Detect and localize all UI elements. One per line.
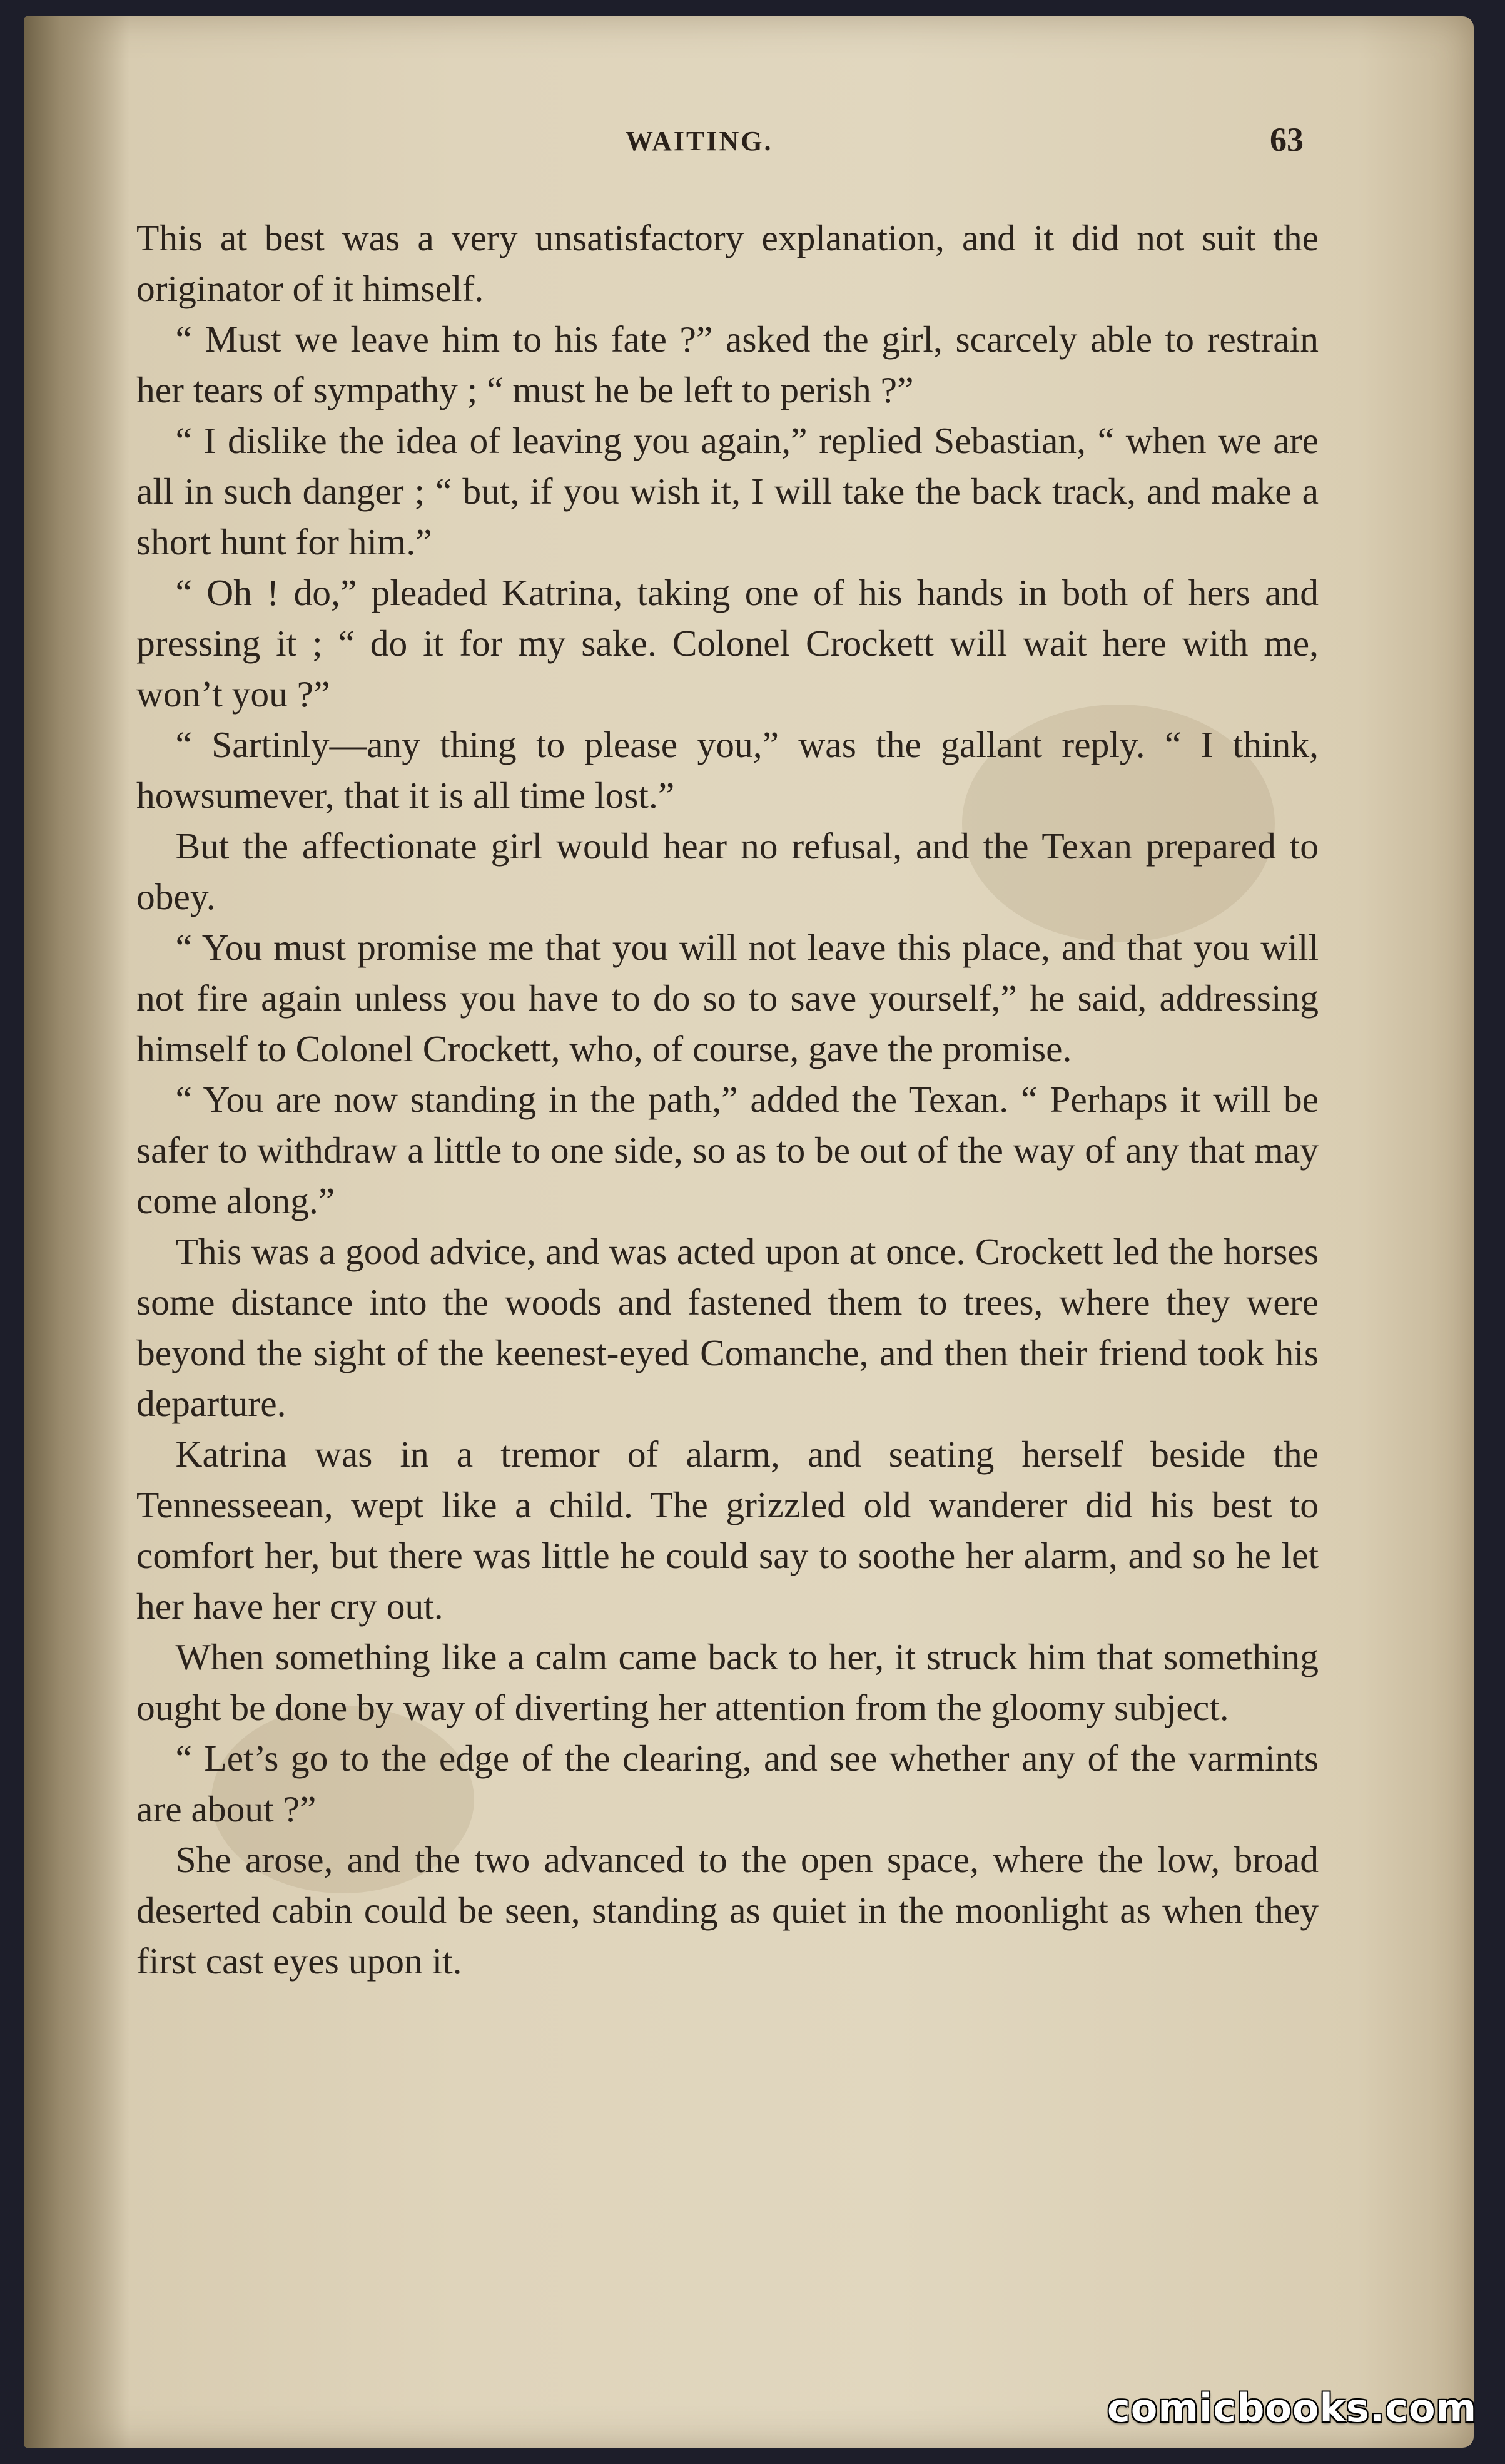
running-head: WAITING.: [626, 126, 773, 156]
page-gutter-shadow: [24, 16, 130, 2448]
body-text: [136, 213, 1319, 1987]
paragraph: “ Sartinly—any thing to please you,” was the gallant reply. “ I think, howsumever, that it is all time lost.”: [136, 724, 1319, 816]
paragraph: When something like a calm came back to her, it struck him that something ought be done by way of diverting her attention from the gloomy subject.: [136, 1636, 1319, 1728]
paragraph: “ I dislike the idea of leaving you again,” replied Sebastian, “ when we are all in such danger ; “ but, if you wish it, I will take the back track, and make a short hunt for him.”: [136, 420, 1319, 563]
paragraph: This was a good advice, and was acted upon at once. Crockett led the horses some distance into the woods and fastened them to trees, where they were beyond the sight of the keenest-eyed Comanche, and then their friend took his departure.: [136, 1231, 1319, 1424]
page-number: 63: [1270, 121, 1304, 158]
paragraph: “ You are now standing in the path,” added the Texan. “ Perhaps it will be safer to withdraw a little to one side, so as to be out of the way of any that may come along.”: [136, 1079, 1319, 1221]
paragraph: “ Must we leave him to his fate ?” asked the girl, scarcely able to restrain her tears of sympathy ; “ must he be left to perish ?”: [136, 318, 1319, 410]
paragraph: “ Oh ! do,” pleaded Katrina, taking one of his hands in both of hers and pressing it ; “ do it for my sake. Colonel Crockett will wait here with me, won’t you ?”: [136, 572, 1319, 715]
watermark: comicbooks.com: [1107, 2385, 1477, 2431]
paragraph: Katrina was in a tremor of alarm, and seating herself beside the Tennesseean, wept like a child. The grizzled old wanderer did his best to comfort her, but there was little he could say to soothe her alarm, and so he let her have her cry out.: [136, 1433, 1319, 1627]
paragraph: But the affectionate girl would hear no refusal, and the Texan prepared to obey.: [136, 825, 1319, 917]
paragraph: She arose, and the two advanced to the open space, where the low, broad deserted cabin could be seen, standing as quiet in the moonlight as when they first cast eyes upon it.: [136, 1839, 1319, 1982]
paragraph: “ You must promise me that you will not leave this place, and that you will not fire again unless you have to do so to save yourself,” he said, addressing himself to Colonel Crockett, who, of course, gave the promise.: [136, 927, 1319, 1069]
paragraph: This at best was a very unsatisfactory explanation, and it did not suit the originator of it himself.: [136, 217, 1319, 309]
paragraph: “ Let’s go to the edge of the clearing, and see whether any of the varmints are about ?”: [136, 1738, 1319, 1830]
